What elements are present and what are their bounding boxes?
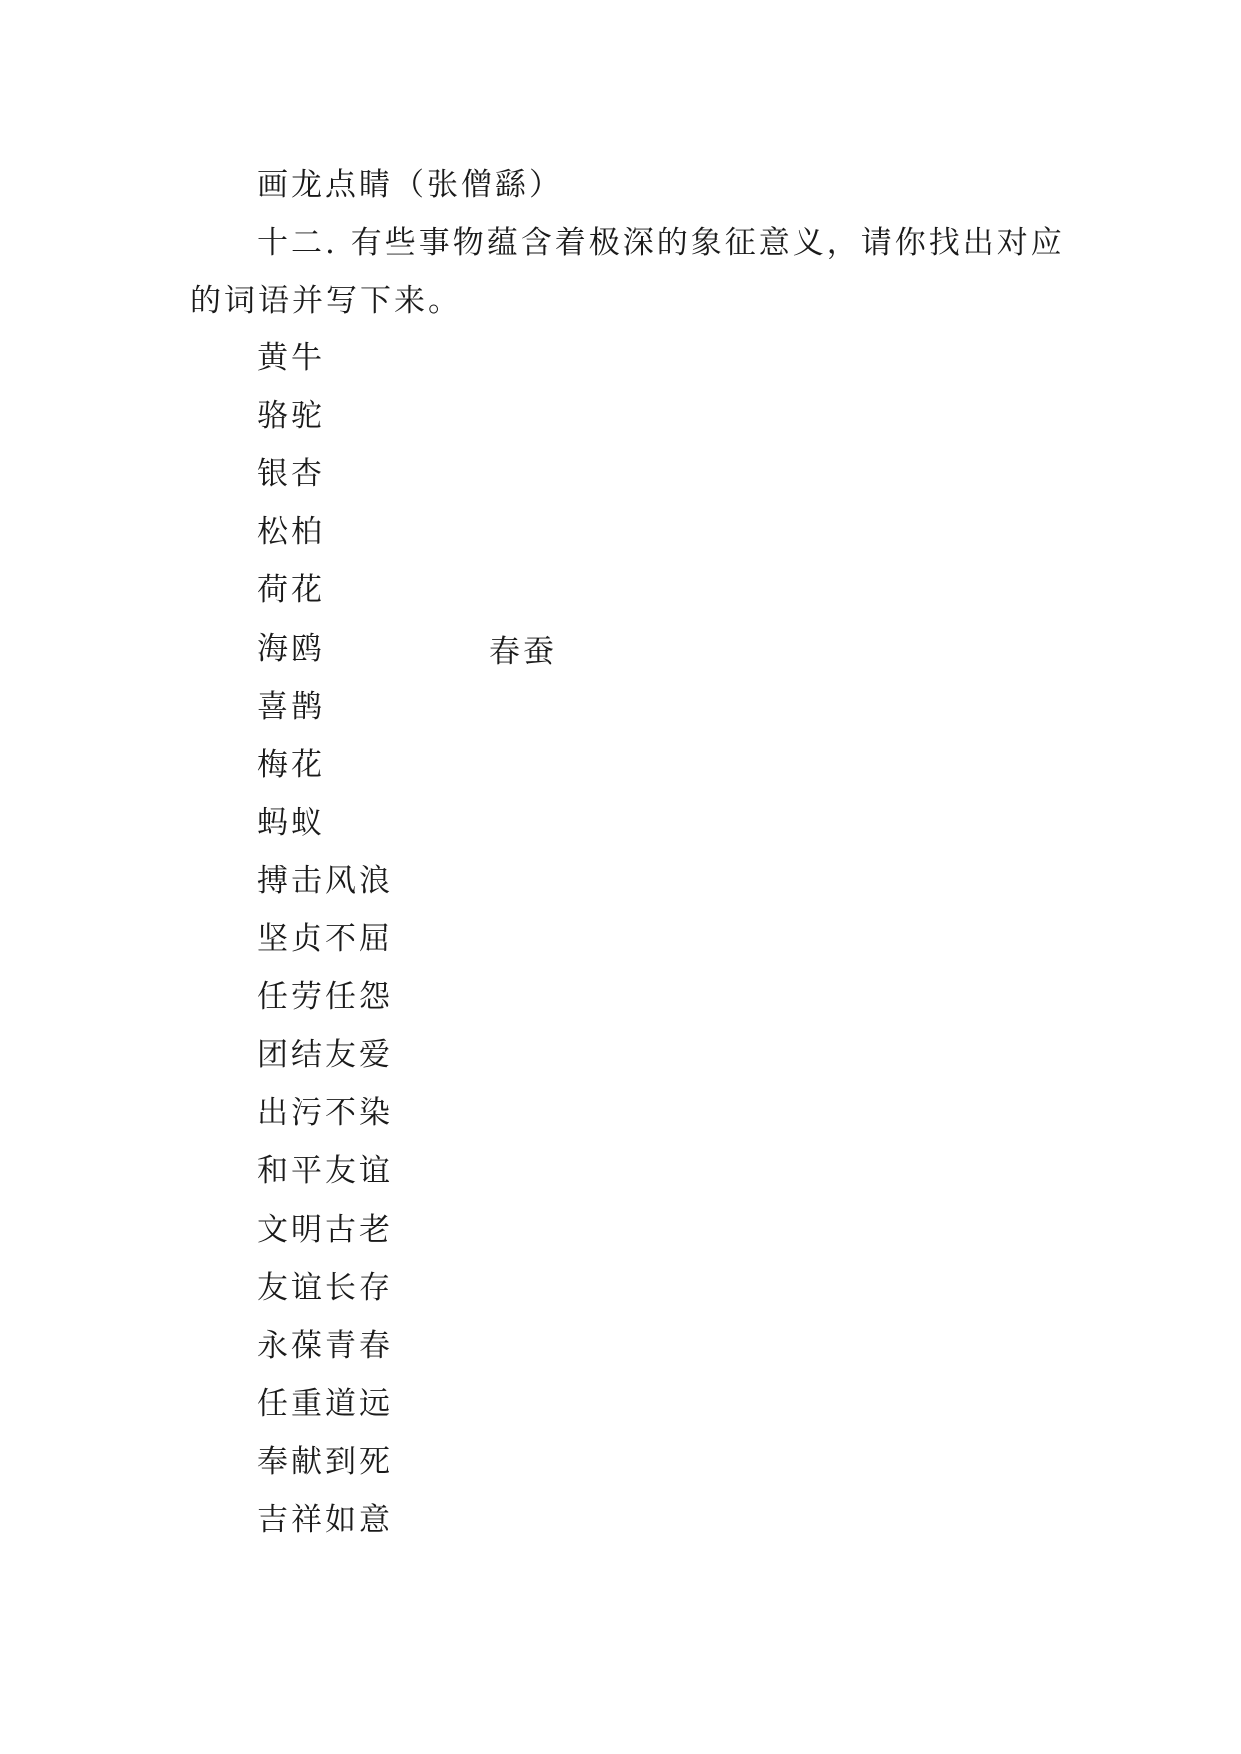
question-line-1: 十二. 有些事物蕴含着极深的象征意义，请你找出对应 [257, 225, 1065, 261]
extra-word: 春蚕 [489, 634, 557, 670]
word-list-item: 出污不染 [257, 1095, 393, 1131]
word-list-item: 坚贞不屈 [257, 921, 393, 957]
word-list-item: 蚂蚁 [257, 805, 325, 841]
previous-answer-line: 画龙点睛（张僧繇） [257, 167, 563, 203]
word-list-item: 梅花 [257, 747, 325, 783]
question-line-2: 的词语并写下来。 [190, 283, 462, 319]
word-list-item: 团结友爱 [257, 1037, 393, 1073]
word-list-item: 搏击风浪 [257, 863, 393, 899]
word-list-item: 海鸥 [257, 631, 325, 667]
word-list-item: 荷花 [257, 572, 325, 608]
word-list-item: 任劳任怨 [257, 979, 393, 1015]
word-list-item: 吉祥如意 [257, 1502, 393, 1538]
word-list-item: 喜鹊 [257, 689, 325, 725]
word-list-item: 友谊长存 [257, 1270, 393, 1306]
word-list-item: 松柏 [257, 514, 325, 550]
word-list-item: 文明古老 [257, 1212, 393, 1248]
word-list-item: 永葆青春 [257, 1328, 393, 1364]
word-list-item: 黄牛 [257, 340, 325, 376]
word-list-item: 骆驼 [257, 398, 325, 434]
word-list-item: 任重道远 [257, 1386, 393, 1422]
word-list-item: 奉献到死 [257, 1444, 393, 1480]
word-list-item: 银杏 [257, 456, 325, 492]
word-list-item: 和平友谊 [257, 1153, 393, 1189]
